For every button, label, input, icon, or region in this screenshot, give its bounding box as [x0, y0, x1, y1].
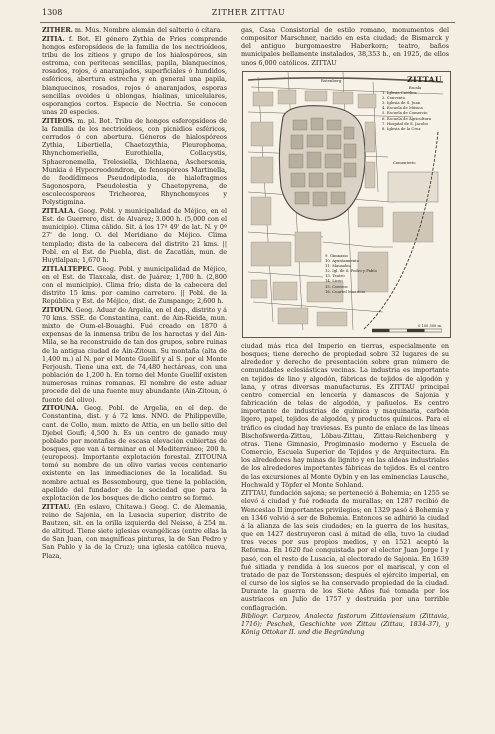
zittau-intro-paragraph: gas, Casa Consistorial de estilo romano, monumentos del compositor Marschner, nacido en esta ciudad; de Bismarck y del antiguo burgomaestre Haberkorn; teatro, baños municipales bellamente instalados, 38,353 h., en 1925, de ellos unos 6,000 católicos. ZITTAU: [241, 26, 449, 67]
entry-text: Geog. Aduar de Argelia, en el dep., distrito y á 70 kms. SSE. de Constantina, cant. de Ain-Rieida, mun. mixto de Oum-el-Bouaghi. Fué creado en 1870 á expensas de la inmensa tribu de los haractas y del Ain-Mila, se ha reconstruido de tan dos grupos, sobre ruinas de la antigua ciudad de Ain-Zitoun. Su montaña (alta de 1,400 m.) al N. por el Monte Guellif y al S. por el Monte Ferjoush. Tiene una ext. de 74,480 hectáreas, con una población de 1,200 h. En torno del Monte Guellif existen numerosas ruinas romanas. El nombre de este aduar procede del de una fuente muy abundante (Ain-Zitoun, ó fuente del olivo).: [42, 305, 227, 404]
legend-item: 6. Escuela de Agricultura: [382, 115, 431, 121]
running-head: ZITHER ZITTAU: [211, 8, 286, 17]
legend-heading: Escala: [408, 85, 422, 90]
city-map: [242, 71, 451, 338]
legend-item: 11. Mausoleo: [325, 263, 351, 269]
legend-item: 2. Convento: [382, 95, 406, 101]
right-column-top: [241, 26, 449, 70]
entry-headword: ZITIA.: [42, 34, 65, 43]
dictionary-entry: [42, 265, 227, 306]
entry-text: f. Bot. El género Zythia de Fries comprende hongos esferopsídeos de la familia de los nectrioídeos, tribu de los zitieos y grupo de los hialospóreos, sin estroma, con peritecas sencillas, papila, blanquecinos, rosados, rojos, ó anaranjados, superficiales ó hundidos, esféricos, abertura estrecha y en general una papila, blanquecinos, rosados, rojos ó anaranjados, esporas sencillas ovoides ú oblongas, hialinas, unicelulares, esporangios cortos. Especie de Nectria. Se conocen unas 20 especies.: [42, 34, 227, 117]
legend-item: 16. Cuartel Mauricio: [325, 288, 366, 294]
legend-item: 15. Correos: [325, 283, 348, 289]
body-paragraph: Bibliogr. Carpzov, Analecta fastorum Zittaviensium (Zittavia, 1716); Peschek, Geschichte von Zittau (Zittau, 1834-37), y König Ottokar II. und die Begründung: [241, 612, 449, 637]
map-title: ZITTAU: [407, 75, 442, 84]
dictionary-entry: [42, 306, 227, 404]
entry-text: m. pl. Bot. Tribu de hongos esferopsídeos de la familia de los nectrioídeos, con picnidios esféricos, cerrados ó con abertura. Géneros de hialospóreos Zythia, Libertiella, Chaetozythia, Pleurophoma, Rhynchomeriella, Eurothiella, Collacystis, Sphaeronemella, Trelosiella, Dichlaena, Aschersonia, Munkia é Hypocreodendron, de fenospóreos Martinella, de feodídimeos Pseudodiplodia, de hialofragmos Sagonospora, Pseudolestia y Chaetopyrena, de escolecosporeos Tricheorea, Rhynchomyces y Polystigmina.: [42, 116, 227, 207]
legend-item: 12. Igl. de S. Pedro y Pablo: [325, 268, 377, 274]
entry-headword: ZITIEOS.: [42, 116, 75, 125]
legend-item: 3. Iglesia de S. Juan: [382, 100, 421, 106]
dictionary-entry: [42, 35, 227, 117]
entry-text: Geog. Pobl. y municipalidad de Méjico, en el Est. de Guerrero, dist. de Alvarez; 3.000 h. (5,000 con el municipio). Clima cálido. Sit. á los 17º 49' de lat. N. y 0º 27' de long. O. del Meridiano de Méjico. Clima templado; dista de la cabecera del distrito 21 kms. || Pobl. en el Est. de Puebla, dist. de Zacatlán, mun. de Huytlalpan; 1,670 h.: [42, 206, 227, 264]
dictionary-entry: [42, 207, 227, 264]
entry-headword: ZITOUNA.: [42, 404, 79, 413]
body-paragraph: ciudad más rica del Imperio en tierras, especialmente en bosques; tiene derecho de propiedad sobre 32 lugares de su alrededor y derecho de presentación sobre gran número de comunidades eclesiásticas vecinas. La industria es importante en tejidos de lino y algodón, fábricas de tejidos de algodón y lana, y otras diversas manufacturas. Es ZITTAU principal centro comercial en lencería y damascos de Sajonia y fabricación de telas de algodón, y pañuelos. Es centro importante de industrias de química y maquinaria, carbón ligero, papel, tejidos de algodón, y productos químicos. Para el tráfico es ciudad hay traviesas. Es punto de enlace de las líneas Bischofswerda-Zittau, Löbau-Zittau, Zittau-Reichenberg y otras. Tiene Gimnasio, Progimnasio moderno y Escuela de Comercio, Escuela Superior de Tejidos y de Arquitectura. En los alrededores hay minas de lignito y en las aldeas industriales de los alrededores importantes fábricas de tejidos. Es el centro de las excursiones al Monte Oybin y en las eminencias Lausche, Hochwald y Töpfer el Monte Sohland.: [241, 342, 449, 489]
entry-headword: ZITTAU.: [42, 502, 71, 511]
entry-text: Geog. Pobl. de Argelia, en el dep. de Constantina, dist. y á 72 kms. NNO. de Philippeville, cant. de Collo, mun. mixto de Attia, en un bello sitio del Djebel Goufi; 4,500 h. Es un centro de ganado muy poblado por montañas de escasa elevación cubiertas de bosques, que van á terminar en el Mediterráneo; 200 h. (europeos). Importante explotación forestal. ZITOUNA tomó su nombre de un olivo varias veces centenario existente en las inmediaciones de la localidad. Su nombre actual es Bessombourg, que tiene la población, apellido del fundador de la sociedad que para la explotación de los bosques de dicho centro se formó.: [42, 404, 227, 502]
legend-item: 13. Teatro: [325, 273, 345, 279]
legend-item: 8. Iglesia de la Cruz: [382, 125, 421, 131]
map-label-east: Cementerio: [393, 160, 416, 165]
entry-headword: ZITLALTEPEC.: [42, 264, 95, 273]
dictionary-entry: [42, 117, 227, 207]
map-legend-bottom: [325, 253, 391, 294]
right-column-bottom: [241, 342, 449, 674]
entry-headword: ZITOUN.: [42, 305, 74, 314]
entry-headword: ZITLALA.: [42, 206, 76, 215]
legend-item: 7. Hospital de S. Jacobo: [382, 120, 428, 126]
map-label-north: Rotenberg: [321, 78, 342, 83]
page-header: [42, 8, 455, 20]
page-number: 1308: [42, 8, 63, 17]
left-column: [42, 26, 227, 674]
entry-text: m. Mús. Nombre alemán del salterio ó cítara.: [74, 26, 223, 34]
entry-text: (En eslavo, Chitawa.) Geog. C. de Alemania, reino de Sajonia, en la Lusacia superior, distrito de Bautzen, sit. en la orilla izquierda del Neisse, á 254 m. de altitud. Tiene siete iglesias evangélicas (entre ellas la de San Juan, con magníficas pinturas, la de San Pedro y San Pablo y la de la Cruz); una iglesia católica nueva, Plaza,: [42, 502, 227, 560]
entry-headword: ZITHER.: [42, 26, 73, 34]
legend-item: 5. Escuela de Comercio: [382, 110, 428, 116]
legend-item: 9. Gimnasio: [325, 253, 348, 258]
body-paragraph: ZITTAU, fundación sajona; se perteneció á Bohemia; en 1255 se elevó á ciudad y fué rodeada de murallas; en 1287 recibió de Wenceslao II importantes privilegios; en 1329 pasó á Bohemia y en 1346 volvió á ser de Bohemia. Entonces se adhirió la ciudad á la alianza de las seis ciudades; en la guerra de los husitas, que en 1427 destruyeron casi á mitad de ella, tuvo la ciudad tres veces por sus propios medios, y en 1521 aceptó la Reforma. En 1620 fué conquistada por el elector Juan Jorge I y pasó, con el resto de Lusacia, al electorado de Sajonia. En 1639 fué sitiada y rendida á los suecos por el mariscal, y con el tratado de paz de Torstensson; después el ejército imperial, en el curso de los siglos se ha conservado propiedad de la ciudad. Durante la guerra de los Siete Años fué tomada por los austríacos en Julio de 1757 y destruida por una terrible conflagración.: [241, 489, 449, 612]
legend-item: 4. Escuela de Música: [382, 105, 423, 111]
cemetery: [388, 172, 438, 202]
map-scale-label: 0 100 500 m.: [418, 324, 442, 328]
legend-item: 1. Iglesia Católica: [382, 90, 417, 96]
entry-text: Geog. Pobl. y municipalidad de Méjico, en el Est. de Tlaxcala, dist. de Juárez; 1,700 h. (2,800 con el municipio). Clima frío; dista de la cabecera del distrito 15 kms. por camino carretero. || Pobl. de la República y Est. de Méjico, dist. de Zumpango; 2,600 h.: [42, 264, 227, 306]
dictionary-entry: [42, 404, 227, 502]
map-legend-top: [382, 85, 448, 131]
dictionary-entry: [42, 503, 227, 560]
header-rule: [40, 22, 455, 23]
dictionary-entry: [42, 26, 227, 34]
map-scale-bar: [372, 328, 442, 334]
legend-item: 14. Liceo: [325, 278, 343, 284]
legend-item: 10. Ayuntamiento: [325, 258, 359, 264]
